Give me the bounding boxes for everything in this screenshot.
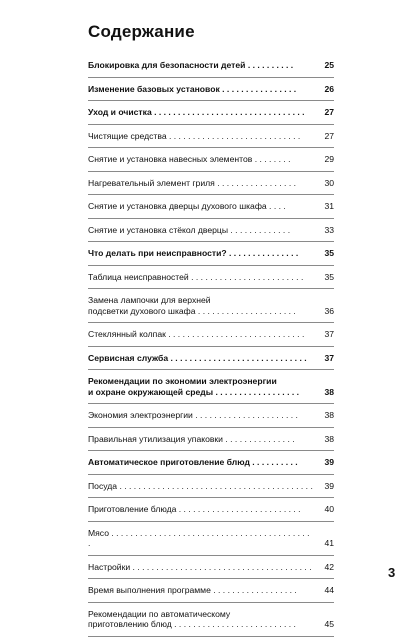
toc-entry-title: Приготовление блюда . . . . . . . . . . . . . . . . . . . . . . . . . . — [88, 504, 301, 514]
toc-entry — [88, 219, 334, 243]
toc-entry-title: Автоматическое приготовление блюд . . . . . . . . . . — [88, 457, 298, 467]
toc-entry-page: 44 — [324, 585, 334, 595]
toc-entry — [88, 54, 334, 78]
toc-entry-page: 42 — [324, 561, 334, 572]
toc-entry-page: 25 — [324, 60, 334, 70]
toc-entry-title: Настройки . . . . . . . . . . . . . . . . . . . . . . . . . . . . . . . . . . . . . . — [88, 561, 312, 572]
toc-entry — [88, 522, 334, 556]
toc-entry — [88, 603, 334, 637]
toc-entry-title: Сервисная служба . . . . . . . . . . . . . . . . . . . . . . . . . . . . . — [88, 352, 307, 363]
toc-entry-page: 31 — [324, 201, 334, 211]
toc-entry — [88, 148, 334, 172]
toc-entry-page: 37 — [324, 329, 334, 339]
toc-entry-page: 35 — [324, 248, 334, 258]
toc-entry-page: 45 — [324, 619, 334, 629]
toc-entry-page: 26 — [324, 83, 334, 94]
toc-entry — [88, 125, 334, 149]
toc-entry-title: Нагревательный элемент гриля . . . . . . . . . . . . . . . . . — [88, 177, 296, 188]
toc-entry-title: Блокировка для безопасности детей . . . . . . . . . . — [88, 60, 294, 70]
toc-entry-page: 29 — [324, 154, 334, 164]
toc-entry — [88, 172, 334, 196]
toc-entry-title: Снятие и установка дверцы духового шкафа . . . . — [88, 201, 286, 211]
toc-entry-title: Снятие и установка навесных элементов . . . . . . . . — [88, 154, 291, 164]
toc-entry — [88, 370, 334, 404]
toc-entry-title: Посуда . . . . . . . . . . . . . . . . . . . . . . . . . . . . . . . . . . . . . . . . . — [88, 480, 313, 491]
toc-entry-page: 40 — [324, 504, 334, 514]
toc-entry-page: 30 — [324, 177, 334, 188]
page-title: Содержание — [88, 22, 195, 41]
table-of-contents — [88, 54, 334, 637]
toc-entry-page: 39 — [324, 480, 334, 491]
toc-entry — [88, 266, 334, 290]
toc-entry — [88, 289, 334, 323]
toc-entry-page: 35 — [324, 271, 334, 282]
toc-entry-title: Время выполнения программе . . . . . . . . . . . . . . . . . . — [88, 585, 297, 595]
toc-entry-title: Что делать при неисправности? . . . . . . . . . . . . . . . — [88, 248, 299, 258]
toc-entry-page: 27 — [324, 130, 334, 141]
toc-entry-page: 41 — [324, 538, 334, 548]
toc-entry — [88, 451, 334, 475]
toc-entry — [88, 579, 334, 603]
toc-entry-page: 38 — [324, 433, 334, 444]
toc-entry — [88, 195, 334, 219]
toc-entry-title: Таблица неисправностей . . . . . . . . . . . . . . . . . . . . . . . . — [88, 271, 304, 282]
toc-entry-page: 27 — [324, 107, 334, 117]
toc-entry-page: 39 — [324, 457, 334, 467]
toc-entry — [88, 556, 334, 580]
toc-entry-page: 38 — [324, 410, 334, 420]
toc-entry-title: Изменение базовых установок . . . . . . . . . . . . . . . . — [88, 83, 297, 94]
toc-entry — [88, 101, 334, 125]
toc-entry-title: Мясо . . . . . . . . . . . . . . . . . . . . . . . . . . . . . . . . . . . . . . . . . . . — [88, 527, 310, 548]
toc-entry-title: Стеклянный колпак . . . . . . . . . . . . . . . . . . . . . . . . . . . . . — [88, 329, 305, 339]
toc-entry — [88, 242, 334, 266]
toc-entry — [88, 323, 334, 347]
toc-entry-title: Экономия электроэнергии . . . . . . . . . . . . . . . . . . . . . . — [88, 410, 298, 420]
toc-entry-page: 33 — [324, 224, 334, 235]
toc-entry — [88, 428, 334, 452]
toc-entry-title: Чистящие средства . . . . . . . . . . . . . . . . . . . . . . . . . . . . — [88, 130, 301, 141]
toc-entry-title: Рекомендации по автоматическому приготовлению блюд . . . . . . . . . . . . . . . . . . . . . . . . . . — [88, 608, 296, 629]
toc-entry-title: Снятие и установка стёкол дверцы . . . . . . . . . . . . . — [88, 224, 291, 235]
toc-entry-title: Замена лампочки для верхней подсветки духового шкафа . . . . . . . . . . . . . . . . . . . . . — [88, 295, 296, 316]
page-number: 3 — [388, 565, 396, 580]
toc-entry — [88, 347, 334, 371]
toc-entry — [88, 475, 334, 499]
toc-entry-page: 38 — [324, 386, 334, 397]
toc-entry — [88, 498, 334, 522]
toc-entry — [88, 78, 334, 102]
toc-entry-title: Правильная утилизация упаковки . . . . . . . . . . . . . . . — [88, 433, 295, 444]
toc-entry-title: Уход и очистка . . . . . . . . . . . . . . . . . . . . . . . . . . . . . . . . — [88, 107, 305, 117]
toc-entry-title: Рекомендации по экономии электроэнергии и охране окружающей среды . . . . . . . . . . . . . . . . . . — [88, 376, 300, 397]
toc-entry-page: 36 — [324, 305, 334, 316]
toc-entry-page: 37 — [324, 352, 334, 363]
toc-entry — [88, 404, 334, 428]
